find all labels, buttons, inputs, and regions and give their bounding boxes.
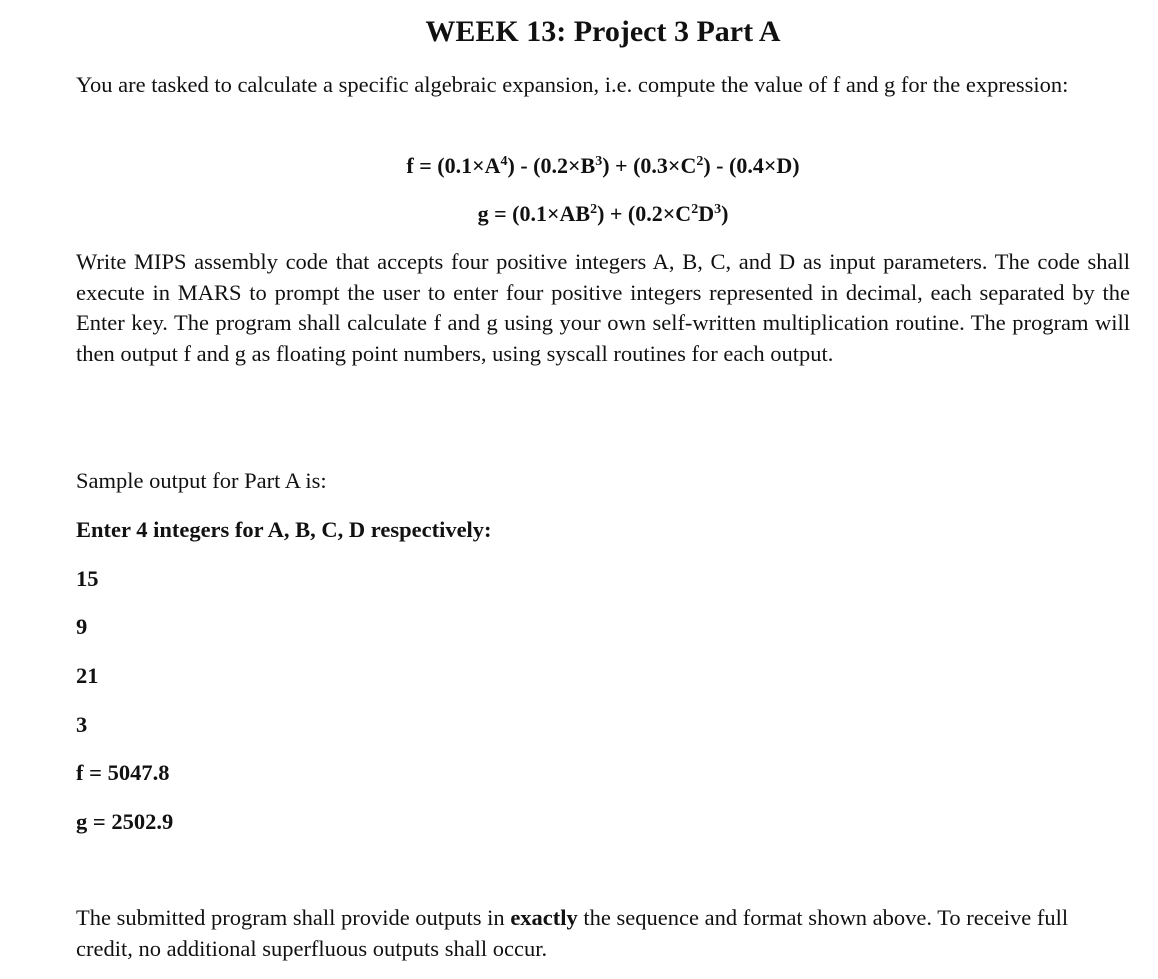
closing-paragraph — [76, 903, 1130, 964]
equation-g-exponent-3: 3 — [714, 202, 722, 217]
sample-input-c: 21 — [76, 663, 99, 688]
equation-f-part-2: ) - (0.2×B — [507, 153, 596, 178]
sample-input-a: 15 — [76, 566, 99, 591]
equation-f-exponent-1: 4 — [500, 154, 508, 169]
equation-f — [76, 152, 1130, 180]
equation-g-exponent-2: 2 — [691, 202, 699, 217]
description-paragraph: Write MIPS assembly code that accepts four positive integers A, B, C, and D as input parameters. The code shall execute in MARS to prompt the user to enter four positive integers represented in decimal, each separated by the Enter key. The program shall calculate f and g using your own self-written multiplication routine. The program will then output f and g as floating point numbers, using syscall routines for each output. — [76, 249, 1130, 366]
sample-prompt: Enter 4 integers for A, B, C, D respectively: — [76, 517, 492, 542]
equation-g-part-2: ) + (0.2×C — [597, 201, 692, 226]
intro-paragraph: You are tasked to calculate a specific algebraic expansion, i.e. compute the value of f and g for the expression: — [76, 72, 1069, 97]
sample-g-result: g = 2502.9 — [76, 809, 174, 834]
equation-f-part-1: f = (0.1×A — [406, 153, 501, 178]
page-title: WEEK 13: Project 3 Part A — [425, 15, 781, 48]
closing-text-after: the sequence and format shown above. To receive full credit, no additional superfluous outputs shall occur. — [76, 905, 1069, 961]
equation-f-part-3: ) + (0.3×C — [602, 153, 697, 178]
equation-g — [76, 200, 1130, 228]
sample-input-d: 3 — [76, 712, 88, 737]
equation-f-exponent-3: 2 — [696, 154, 704, 169]
closing-text-before: The submitted program shall provide outputs in — [76, 905, 511, 930]
equation-f-exponent-2: 3 — [595, 154, 603, 169]
sample-input-b: 9 — [76, 614, 88, 639]
equation-g-part-4: ) — [721, 201, 729, 226]
sample-f-result: f = 5047.8 — [76, 760, 170, 785]
equation-f-part-4: ) - (0.4×D) — [703, 153, 800, 178]
closing-emphasis: exactly — [510, 905, 578, 930]
equation-g-part-3: D — [698, 201, 715, 226]
equation-g-exponent-1: 2 — [590, 202, 598, 217]
equation-g-part-1: g = (0.1×AB — [477, 201, 591, 226]
sample-intro: Sample output for Part A is: — [76, 468, 327, 493]
